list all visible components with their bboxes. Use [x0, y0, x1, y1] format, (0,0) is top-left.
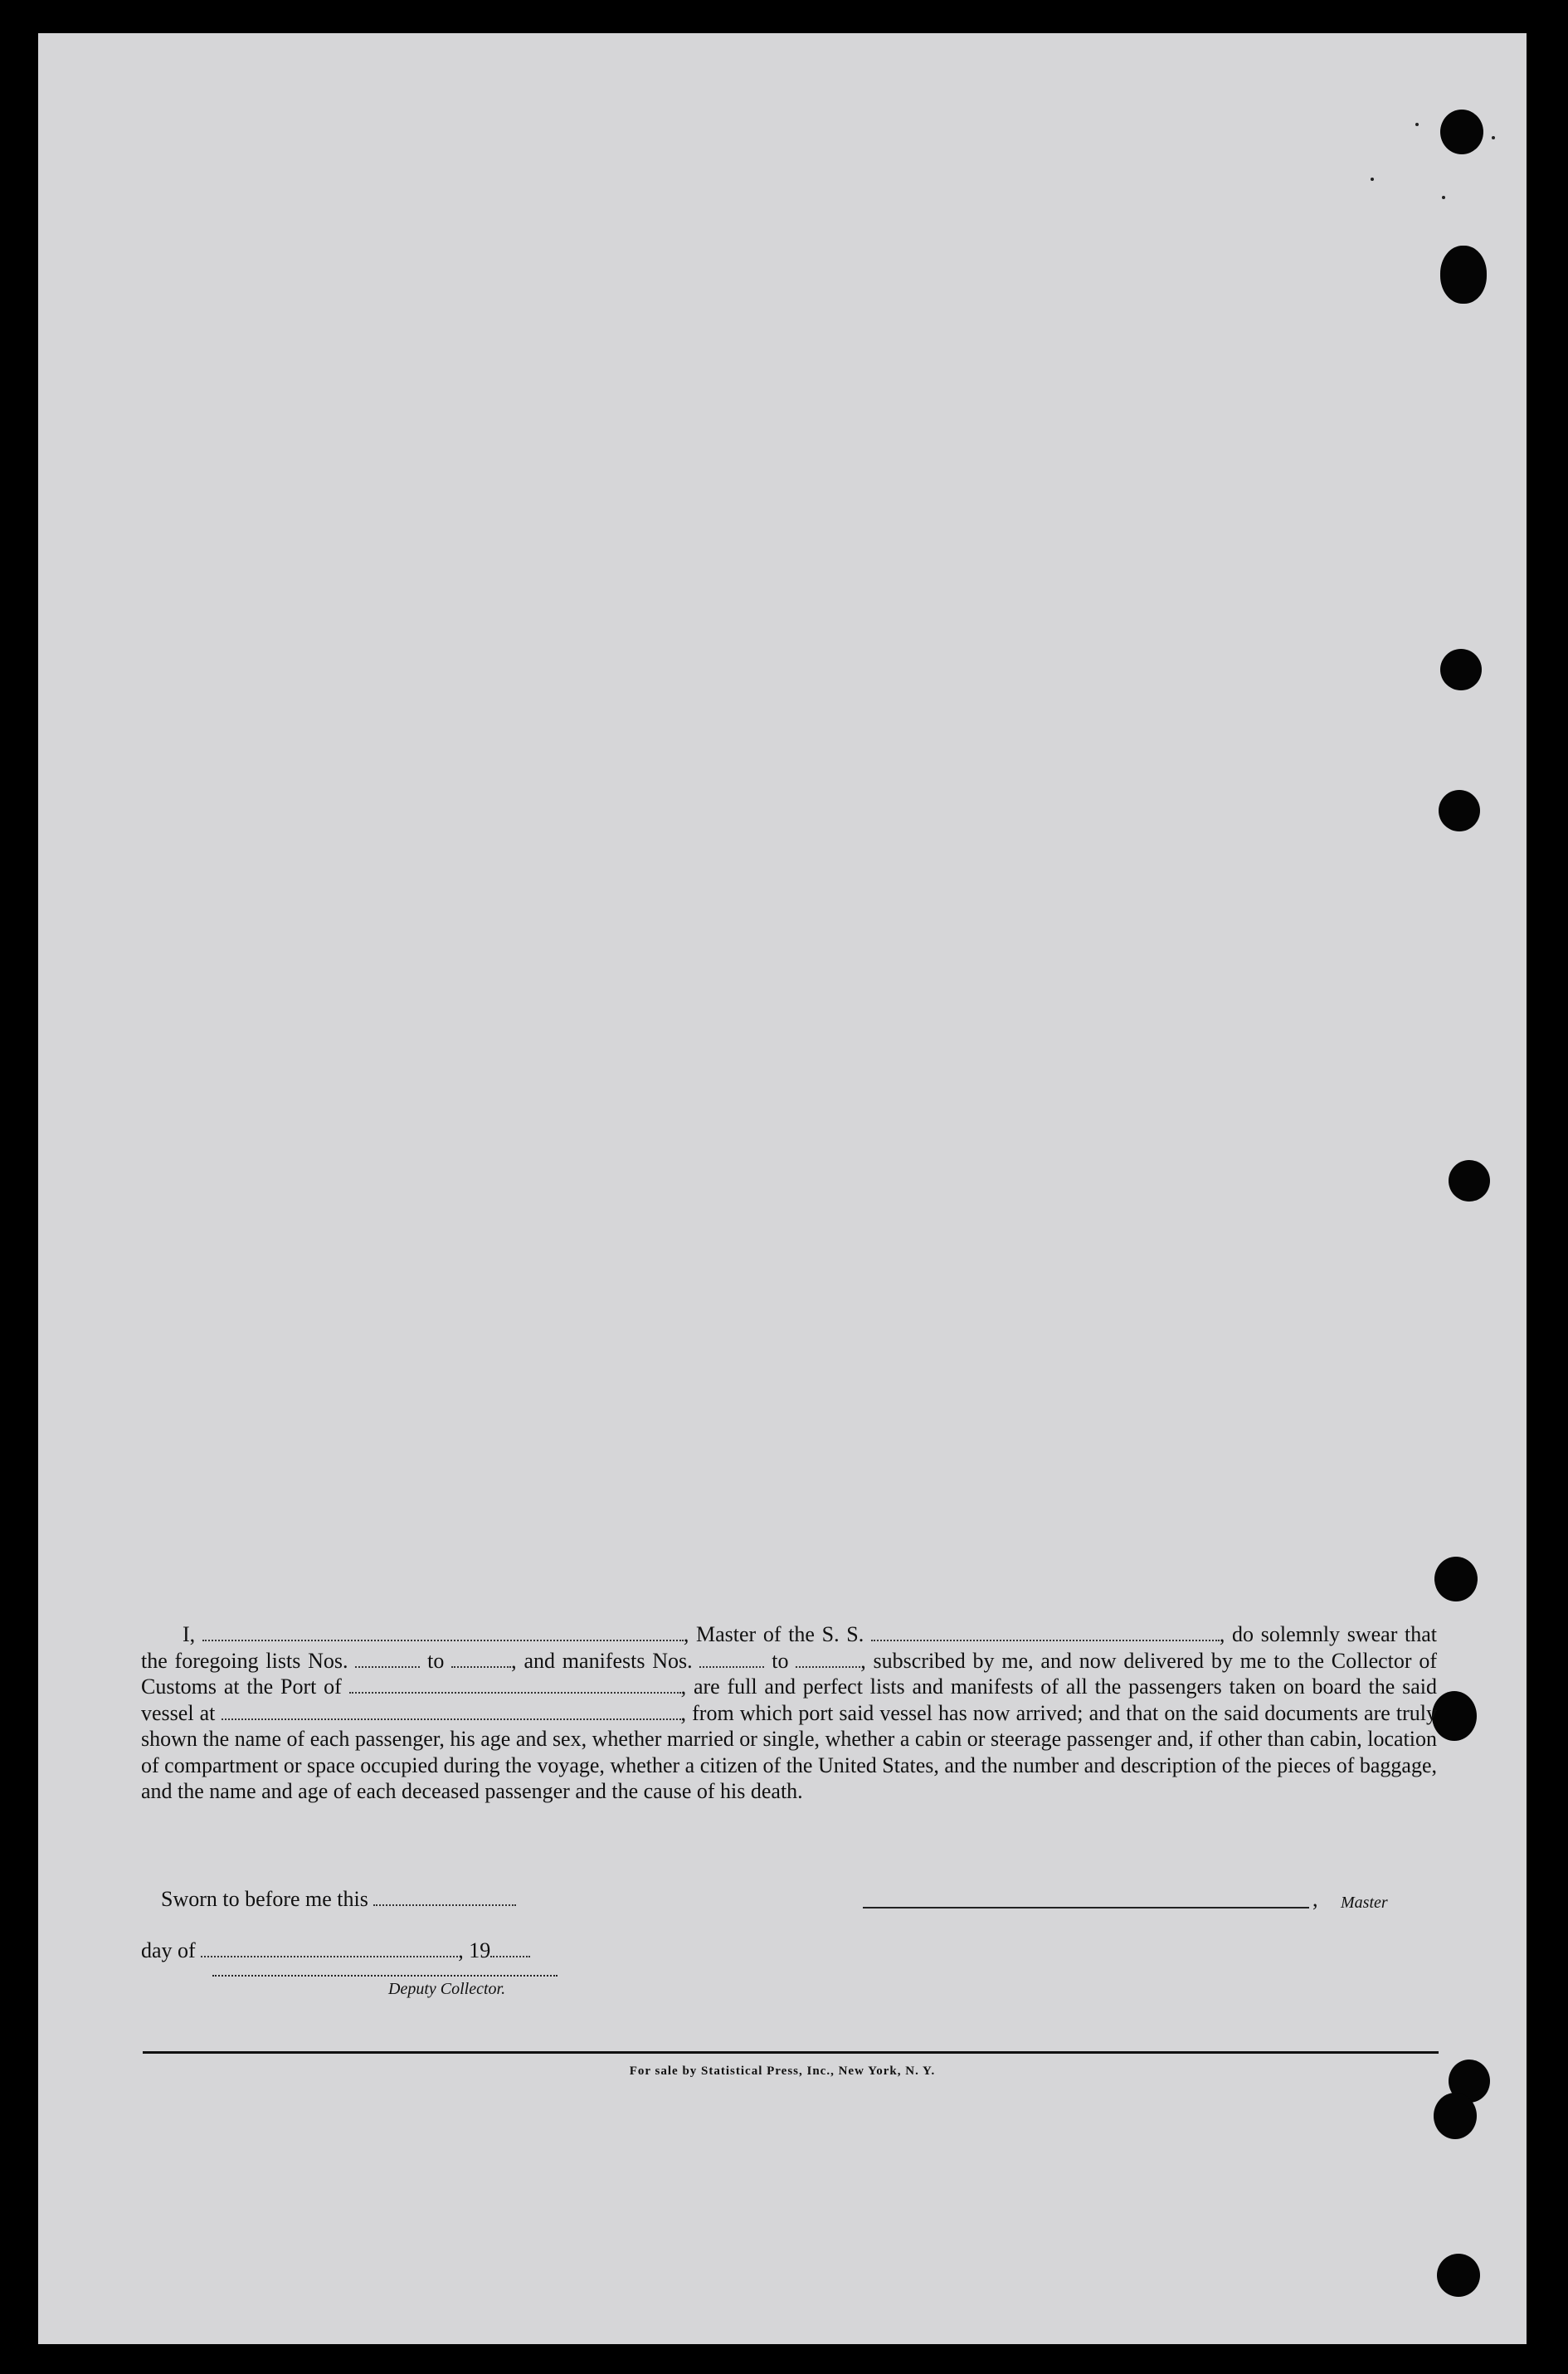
ship-name-field[interactable] [871, 1623, 1220, 1641]
port-of-arrival-field[interactable] [349, 1675, 681, 1694]
manifest-to-field[interactable] [796, 1650, 860, 1668]
master-name-field[interactable] [202, 1623, 684, 1641]
year-prefix: , 19 [458, 1938, 491, 1962]
oath-full-perfect: , are full and perfect lists and manifests of all the passengers taken on board the said vessel at [141, 1674, 1438, 1725]
master-label: Master [1341, 1894, 1388, 1912]
sworn-line [161, 1887, 516, 1912]
list-to-field[interactable] [451, 1650, 511, 1668]
oath-manifests: , and manifests Nos. [511, 1648, 693, 1673]
punch-hole [1439, 790, 1480, 831]
punch-hole [1440, 649, 1482, 690]
document-page [38, 33, 1527, 2344]
deputy-collector-signature-field[interactable] [212, 1975, 558, 1977]
manifest-from-field[interactable] [699, 1650, 764, 1668]
punch-hole [1432, 1691, 1477, 1741]
deputy-collector-label: Deputy Collector. [388, 1980, 506, 1998]
punch-hole [1449, 1160, 1490, 1202]
master-oath-paragraph [141, 1621, 1437, 1805]
oath-to-2: to [772, 1648, 789, 1673]
day-of-label: day of [141, 1938, 196, 1962]
speck [1371, 178, 1374, 181]
oath-solemnly: , do solemnly swear that the foregoing lists Nos. [141, 1622, 1438, 1673]
punch-hole [1440, 246, 1487, 304]
port-of-departure-field[interactable] [222, 1702, 681, 1720]
oath-master-of: , Master of the S. S. [683, 1622, 864, 1646]
printer-imprint: For sale by Statistical Press, Inc., New York, N. Y. [629, 2064, 936, 2078]
speck [1492, 136, 1495, 139]
sworn-label: Sworn to before me this [161, 1887, 368, 1911]
punch-hole [1434, 1557, 1478, 1601]
month-field[interactable] [201, 1939, 458, 1957]
oath-to-1: to [427, 1648, 445, 1673]
oath-pronoun: I, [183, 1622, 196, 1646]
sworn-date-field[interactable] [373, 1888, 516, 1906]
punch-hole [1437, 2254, 1480, 2297]
year-field[interactable] [490, 1939, 530, 1957]
master-signature-field[interactable] [863, 1907, 1309, 1908]
speck [1415, 123, 1419, 126]
list-from-field[interactable] [355, 1650, 420, 1668]
footer-rule [143, 2051, 1439, 2054]
punch-hole [1440, 110, 1483, 154]
speck [1442, 196, 1445, 199]
punch-hole [1434, 2093, 1477, 2139]
master-comma: , [1312, 1887, 1318, 1911]
bleed-through-mark [187, 183, 195, 207]
oath-rest: , from which port said vessel has now arrived; and that on the said documents are truly shown the name of each passenger, his age and sex, whether married or single, whether a cabin or steerage passenger and, if other than cabin, location of compartment or space occupied during the voyage, whether a citizen of the United States, and the number and description of the pieces of baggage, and the name and age of each deceased passenger and the cause of his death. [141, 1700, 1438, 1803]
oath-subscribed: , subscribed by me, and now delivered by me to the Collector of Customs at the Port of [141, 1648, 1437, 1699]
day-of-line [141, 1938, 530, 1963]
